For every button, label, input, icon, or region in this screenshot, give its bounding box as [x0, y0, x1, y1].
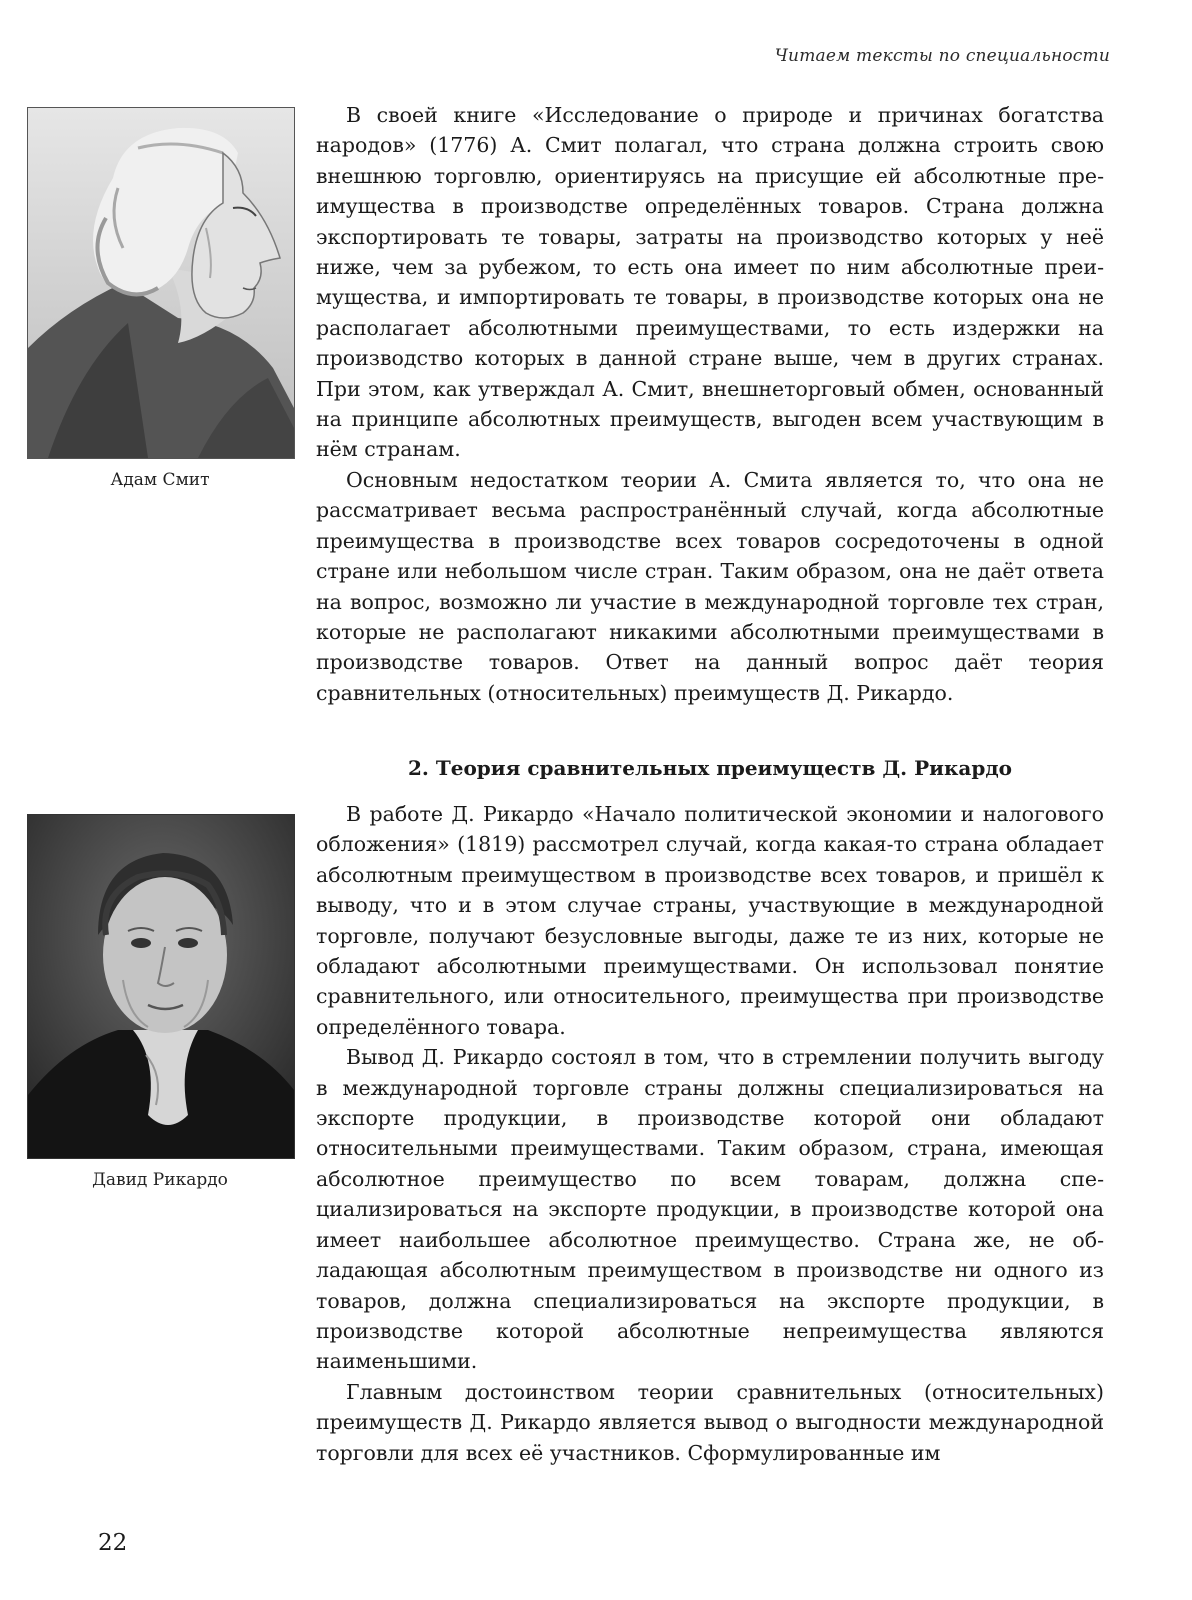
caption-david-ricardo: Давид Рикардо — [92, 1170, 228, 1190]
portrait-adam-smith — [27, 107, 295, 459]
paragraph: Основным недостатком теории А. Смита является то, что она не рассматривает весьма распространённый случай, когда абсолютные преимущества в производстве всех товаров сосредоточены в одной стране или небольшом числе стран. Таким образом, она не даёт ответа на вопрос, возможно ли участие в международной торговле тех стран, которые не располагают никакими абсолютными преимуществами в производстве товаров. Ответ на данный вопрос даёт теория сравнительных (относительных) преимуществ Д. Рикардо. — [316, 467, 1104, 705]
portrait-david-ricardo — [27, 814, 295, 1159]
paragraph: Вывод Д. Рикардо состоял в том, что в стремлении получить выгоду в международной торговле страны должны специализироваться на экспорте продукции, в производстве которой они обладают относительными преимуществами. Таким образом, страна, имеющая абсолютное преимущество по всем товарам, должна специализироваться на экспорте продукции, в производстве которой она имеет наибольшее абсолютное преимущество. Страна же, не обладающая абсолютным преимуществом в производстве ни одного из товаров, должна специализироваться на экспорте продукции, в производстве которой абсолютные непреимущества являются наименьшими. — [316, 1045, 1104, 1374]
caption-adam-smith: Адам Смит — [110, 470, 210, 490]
page-number: 22 — [98, 1530, 128, 1556]
adam-smith-portrait-image — [28, 108, 294, 458]
paragraph: В работе Д. Рикардо «Начало политической экономии и налогового обложения» (1819) рассмотрел случай, когда какая-то страна обладает абсолютным преимуществом в производстве всех товаров, и пришёл к выводу, что и в этом случае страны, участвующие в международной торговле, получают безусловные выгоды, даже те из них, которые не обладают абсолютными преимуществами. Он использовал понятие сравнительного, или относительного, преимущества при производстве определённого товара. — [316, 802, 1104, 1039]
section-heading: 2. Теория сравнительных преимуществ Д. Рикардо — [408, 756, 1012, 780]
paragraph: В своей книге «Исследование о природе и причинах богатства народов» (1776) А. Смит полагал, что страна должна строить свою внешнюю торговлю, ориентируясь на присущие ей абсолютные преимущества в производстве определённых товаров. Страна должна экспортировать те товары, затраты на производство которых у неё ниже, чем за рубежом, то есть она имеет по ним абсолютные преимущества, и импортировать те товары, в производстве которых она не располагает абсолютными преимуществами, то есть издержки на производство которых в данной стране выше, чем в других странах. При этом, как утверждал А. Смит, внешнеторговый обмен, основанный на принципе абсолютных преимуществ, выгоден всем участвующим в нём странам. — [316, 103, 1104, 462]
running-header: Читаем тексты по специальности — [774, 46, 1110, 66]
section2-text — [316, 799, 1104, 1468]
section1-text — [316, 100, 1104, 708]
david-ricardo-portrait-image — [28, 815, 294, 1158]
paragraph: Главным достоинством теории сравнительных (относительных) преимуществ Д. Рикардо является вывод о выгодности международной торговли для всех её участников. Сформулированные им — [316, 1379, 1104, 1465]
